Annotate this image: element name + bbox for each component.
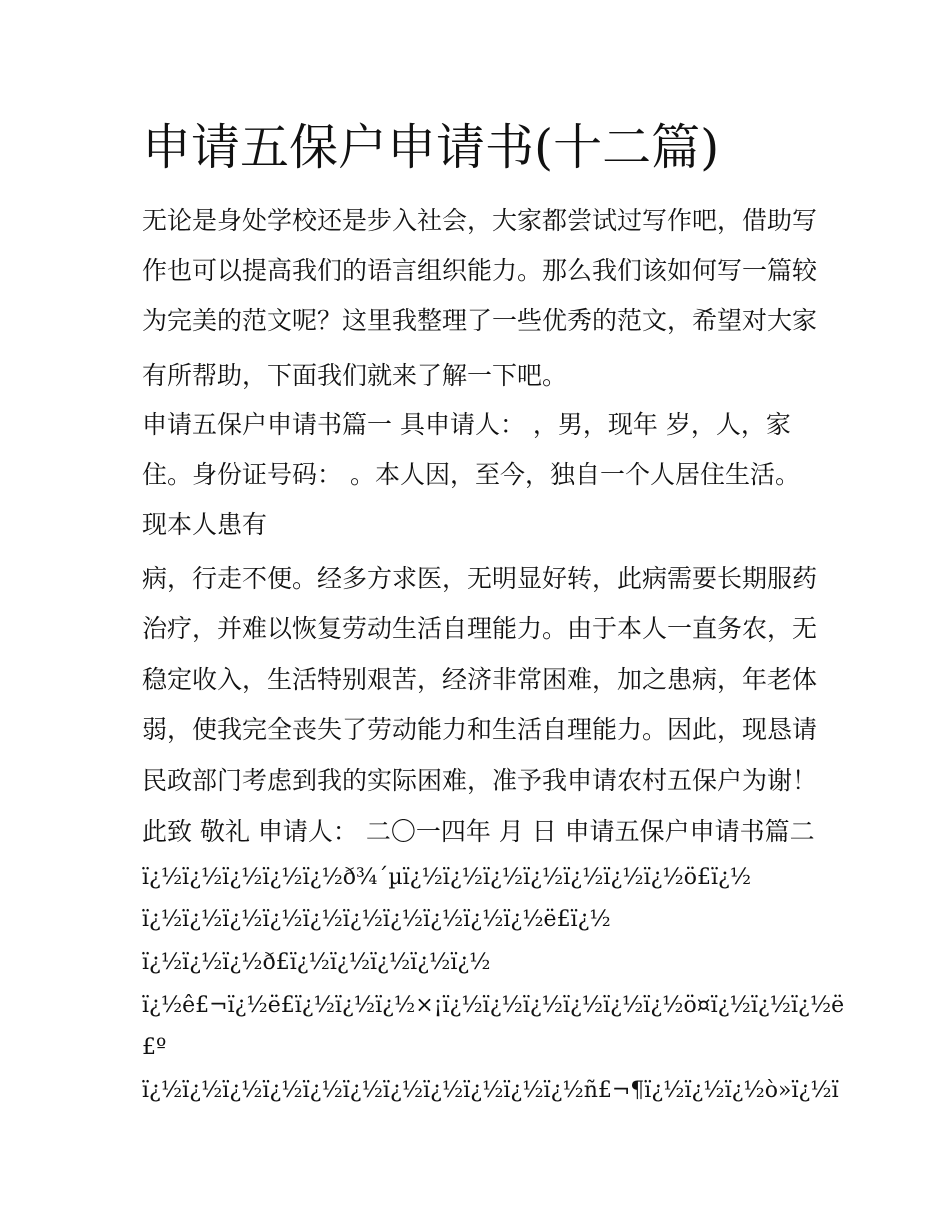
paragraph-line: 为完美的范文呢？这里我整理了一些优秀的范文，希望对大家 <box>142 306 818 335</box>
paragraph-line: 病，行走不便。经多方求医，无明显好转，此病需要长期服药 <box>142 564 818 593</box>
paragraph-line: 稳定收入，生活特别艰苦，经济非常困难，加之患病，年老体 <box>142 665 818 694</box>
paragraph-line: 作也可以提高我们的语言组织能力。那么我们该如何写一篇较 <box>142 256 818 285</box>
paragraph-line: 治疗，并难以恢复劳动生活自理能力。由于本人一直务农，无 <box>142 614 818 643</box>
paragraph-line: 现本人患有 <box>142 510 268 539</box>
paragraph-line: 弱，使我完全丧失了劳动能力和生活自理能力。因此，现恳请 <box>142 715 818 744</box>
garbled-text-line: ï¿½ê£¬ï¿½ë£ï¿½ï¿½ï¿½×¡ï¿½ï¿½ï¿½ï¿½ï¿½ï¿½ö¤ï¿½ï¿½ï¿½ë <box>142 993 845 1018</box>
document-title: 申请五保户申请书(十二篇) <box>142 119 720 176</box>
garbled-text-line: ï¿½ï¿½ï¿½ï¿½ï¿½ð¾´µï¿½ï¿½ï¿½ï¿½ï¿½ï¿½ï¿½ö£ï¿½ <box>142 865 752 890</box>
paragraph-line: 住。身份证号码： 。本人因，至今，独自一个人居住生活。 <box>142 460 800 489</box>
garbled-text-line: ï¿½ï¿½ï¿½ï¿½ï¿½ï¿½ï¿½ï¿½ï¿½ï¿½ï¿½ñ£¬¶ï¿½ï¿½ï¿½ò»ï¿½ï <box>142 1078 839 1103</box>
garbled-text-line: £º <box>142 1035 167 1060</box>
garbled-text-line: ï¿½ï¿½ï¿½ï¿½ï¿½ï¿½ï¿½ï¿½ï¿½ï¿½ë£ï¿½ <box>142 907 611 932</box>
paragraph-line: 民政部门考虑到我的实际困难，准予我申请农村五保户为谢！ <box>142 766 818 795</box>
paragraph-line: 有所帮助，下面我们就来了解一下吧。 <box>142 361 568 390</box>
paragraph-line: 无论是身处学校还是步入社会，大家都尝试过写作吧，借助写 <box>142 206 818 235</box>
paragraph-line: 此致 敬礼 申请人： 二〇一四年 月 日 申请五保户申请书篇二 <box>142 817 815 846</box>
paragraph-line: 申请五保户申请书篇一 具申请人： ，男，现年 岁，人，家 <box>142 410 791 439</box>
garbled-text-line: ï¿½ï¿½ï¿½ð£ï¿½ï¿½ï¿½ï¿½ï¿½ <box>142 950 491 975</box>
